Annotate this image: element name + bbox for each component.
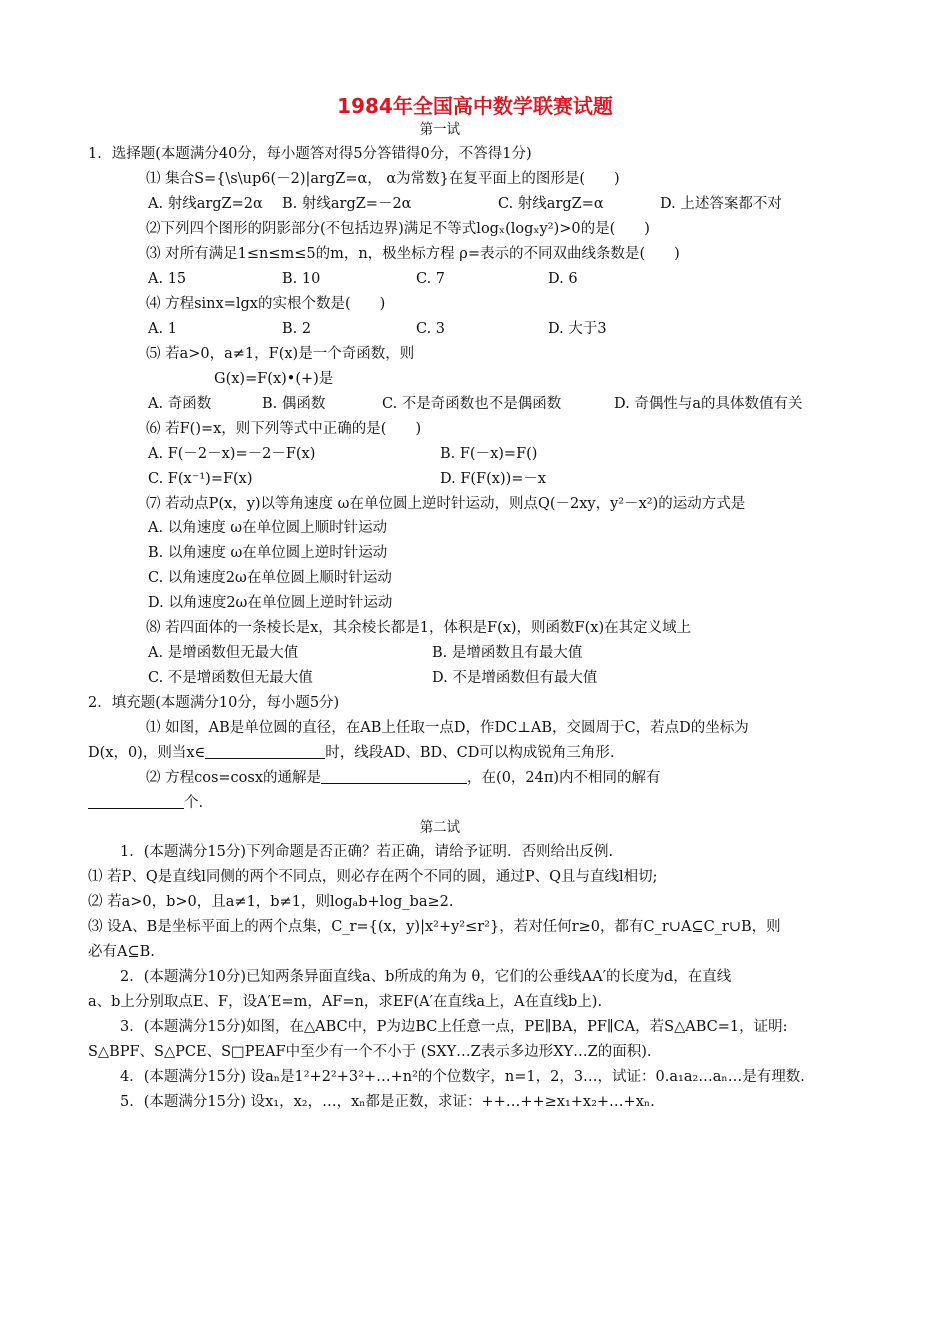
q5-formula: G(x)=F(x)•(+)是 (214, 371, 334, 387)
q4-stem: ⑷ 方程sinx=lgx的实根个数是( ) (146, 296, 386, 312)
q8-stem: ⑻ 若四面体的一条棱长是x，其余棱长都是1，体积是F(x)，则函数F(x)在其定义域上 (146, 620, 692, 636)
q6-option-b: B. F(－x)=F() (440, 446, 538, 462)
q4-option-b: B. 2 (282, 321, 312, 337)
fill1-line2 (88, 743, 614, 763)
test1-heading: 第一试 (419, 122, 460, 138)
q8-option-b: B. 是增函数且有最大值 (432, 645, 583, 661)
p1-item1: ⑴ 若P、Q是直线l同侧的两个不同点，则必存在两个不同的圆，通过P、Q且与直线l相切; (88, 869, 658, 885)
fill2-line2 (88, 793, 203, 813)
q7-stem: ⑺ 若动点P(x，y)以等角速度 ω在单位圆上逆时针运动，则点Q(－2xy，y²－x²)的运动方式是 (146, 496, 746, 512)
q8-option-d: D. 不是增函数但有最大值 (432, 670, 598, 686)
fill2-prefix: ⑵ 方程cos=cosx的通解是 (146, 770, 322, 786)
fill2-blank-1[interactable] (321, 769, 467, 784)
q1-option-a: A. 射线argZ=2α (148, 196, 263, 212)
p3-line1: 3．(本题满分15分)如图，在△ABC中，P为边BC上任意一点，PE∥BA，PF∥CA，若S△ABC=1，证明: (120, 1019, 788, 1035)
q5-stem: ⑸ 若a>0，a≠1，F(x)是一个奇函数，则 (146, 346, 415, 362)
p2-line1: 2．(本题满分10分)已知两条异面直线a、b所成的角为 θ，它们的公垂线AA′的长度为d，在直线 (120, 969, 732, 985)
q6-option-a: A. F(－2－x)=－2－F(x) (148, 446, 316, 462)
q1-option-b: B. 射线argZ=－2α (282, 196, 412, 212)
fill2-tail: 个. (184, 795, 204, 811)
q7-option-b: B. 以角速度 ω在单位圆上逆时针运动 (148, 545, 388, 561)
q7-option-d: D. 以角速度2ω在单位圆上逆时针运动 (148, 595, 393, 611)
sec1-heading: 1．选择题(本题满分40分，每小题答对得5分答错得0分，不答得1分) (88, 146, 532, 162)
fill2-suffix: ，在(0，24π)内不相同的解有 (467, 770, 661, 786)
p3-line2: S△BPF、S△PCE、S□PEAF中至少有一个不小于 (SXY…Z表示多边形XY…Z的面积). (88, 1044, 652, 1060)
q7-option-a: A. 以角速度 ω在单位圆上顺时针运动 (148, 520, 388, 536)
fill2-line1 (146, 768, 661, 788)
p1-item3-line2: 必有A⊆B. (88, 944, 155, 960)
fill1-line1: ⑴ 如图，AB是单位圆的直径，在AB上任取一点D，作DC⊥AB，交圆周于C，若点D的坐标为 (146, 720, 749, 736)
fill1-prefix: D(x，0)，则当x∈ (88, 745, 206, 761)
q7-option-c: C. 以角速度2ω在单位圆上顺时针运动 (148, 570, 392, 586)
document-title: 1984年全国高中数学联赛试题 (337, 94, 613, 118)
test2-heading: 第二试 (419, 820, 460, 836)
p1-item2: ⑵ 若a>0，b>0，且a≠1，b≠1，则logₐb+log_ba≥2. (88, 894, 454, 910)
q3-option-b: B. 10 (282, 271, 321, 287)
q6-option-c: C. F(x⁻¹)=F(x) (148, 471, 253, 487)
q5-option-a: A. 奇函数 (148, 396, 212, 412)
p4-line1: 4．(本题满分15分) 设aₙ是1²+2²+3²+…+n²的个位数字，n=1，2，3…，试证：0.a₁a₂…aₙ…是有理数. (120, 1069, 805, 1085)
p5-line1: 5．(本题满分15分) 设x₁，x₂，…，xₙ都是正数，求证：++…++≥x₁+x₂+…+xₙ. (120, 1094, 655, 1110)
q8-option-a: A. 是增函数但无最大值 (148, 645, 299, 661)
fill1-blank[interactable] (205, 744, 325, 759)
fill1-suffix: 时，线段AD、BD、CD可以构成锐角三角形. (325, 745, 615, 761)
q6-stem: ⑹ 若F()=x，则下列等式中正确的是( ) (146, 421, 422, 437)
q4-option-c: C. 3 (416, 321, 446, 337)
q8-option-c: C. 不是增函数但无最大值 (148, 670, 313, 686)
q4-option-a: A. 1 (148, 321, 177, 337)
q3-option-a: A. 15 (148, 271, 187, 287)
q1-option-c: C. 射线argZ=α (498, 196, 604, 212)
q3-stem: ⑶ 对所有满足1≤n≤m≤5的m，n，极坐标方程 ρ=表示的不同双曲线条数是( ) (146, 246, 680, 262)
q1-stem: ⑴ 集合S={\s\up6(－2)|argZ=α， α为常数}在复平面上的图形是( ) (146, 171, 620, 187)
q5-option-c: C. 不是奇函数也不是偶函数 (382, 396, 562, 412)
q2-stem: ⑵下列四个图形的阴影部分(不包括边界)满足不等式logₓ(logₓy²)>0的是( ) (146, 221, 650, 237)
q5-option-b: B. 偶函数 (262, 396, 326, 412)
p1-stem: 1．(本题满分15分)下列命题是否正确？若正确，请给予证明．否则给出反例. (120, 844, 614, 860)
q6-option-d: D. F(F(x))=－x (440, 471, 547, 487)
sec2-heading: 2．填充题(本题满分10分，每小题5分) (88, 695, 340, 711)
q5-option-d: D. 奇偶性与a的具体数值有关 (614, 396, 803, 412)
q4-option-d: D. 大于3 (548, 321, 607, 337)
p2-line2: a、b上分别取点E、F，设A′E=m，AF=n，求EF(A′在直线a上，A在直线b上). (88, 994, 603, 1010)
p1-item3-line1: ⑶ 设A、B是坐标平面上的两个点集，C_r={(x，y)|x²+y²≤r²}，若对任何r≥0，都有C_r∪A⊆C_r∪B，则 (88, 919, 781, 935)
q1-option-d: D. 上述答案都不对 (660, 196, 782, 212)
q3-option-d: D. 6 (548, 271, 578, 287)
q3-option-c: C. 7 (416, 271, 446, 287)
fill2-blank-2[interactable] (88, 794, 184, 809)
